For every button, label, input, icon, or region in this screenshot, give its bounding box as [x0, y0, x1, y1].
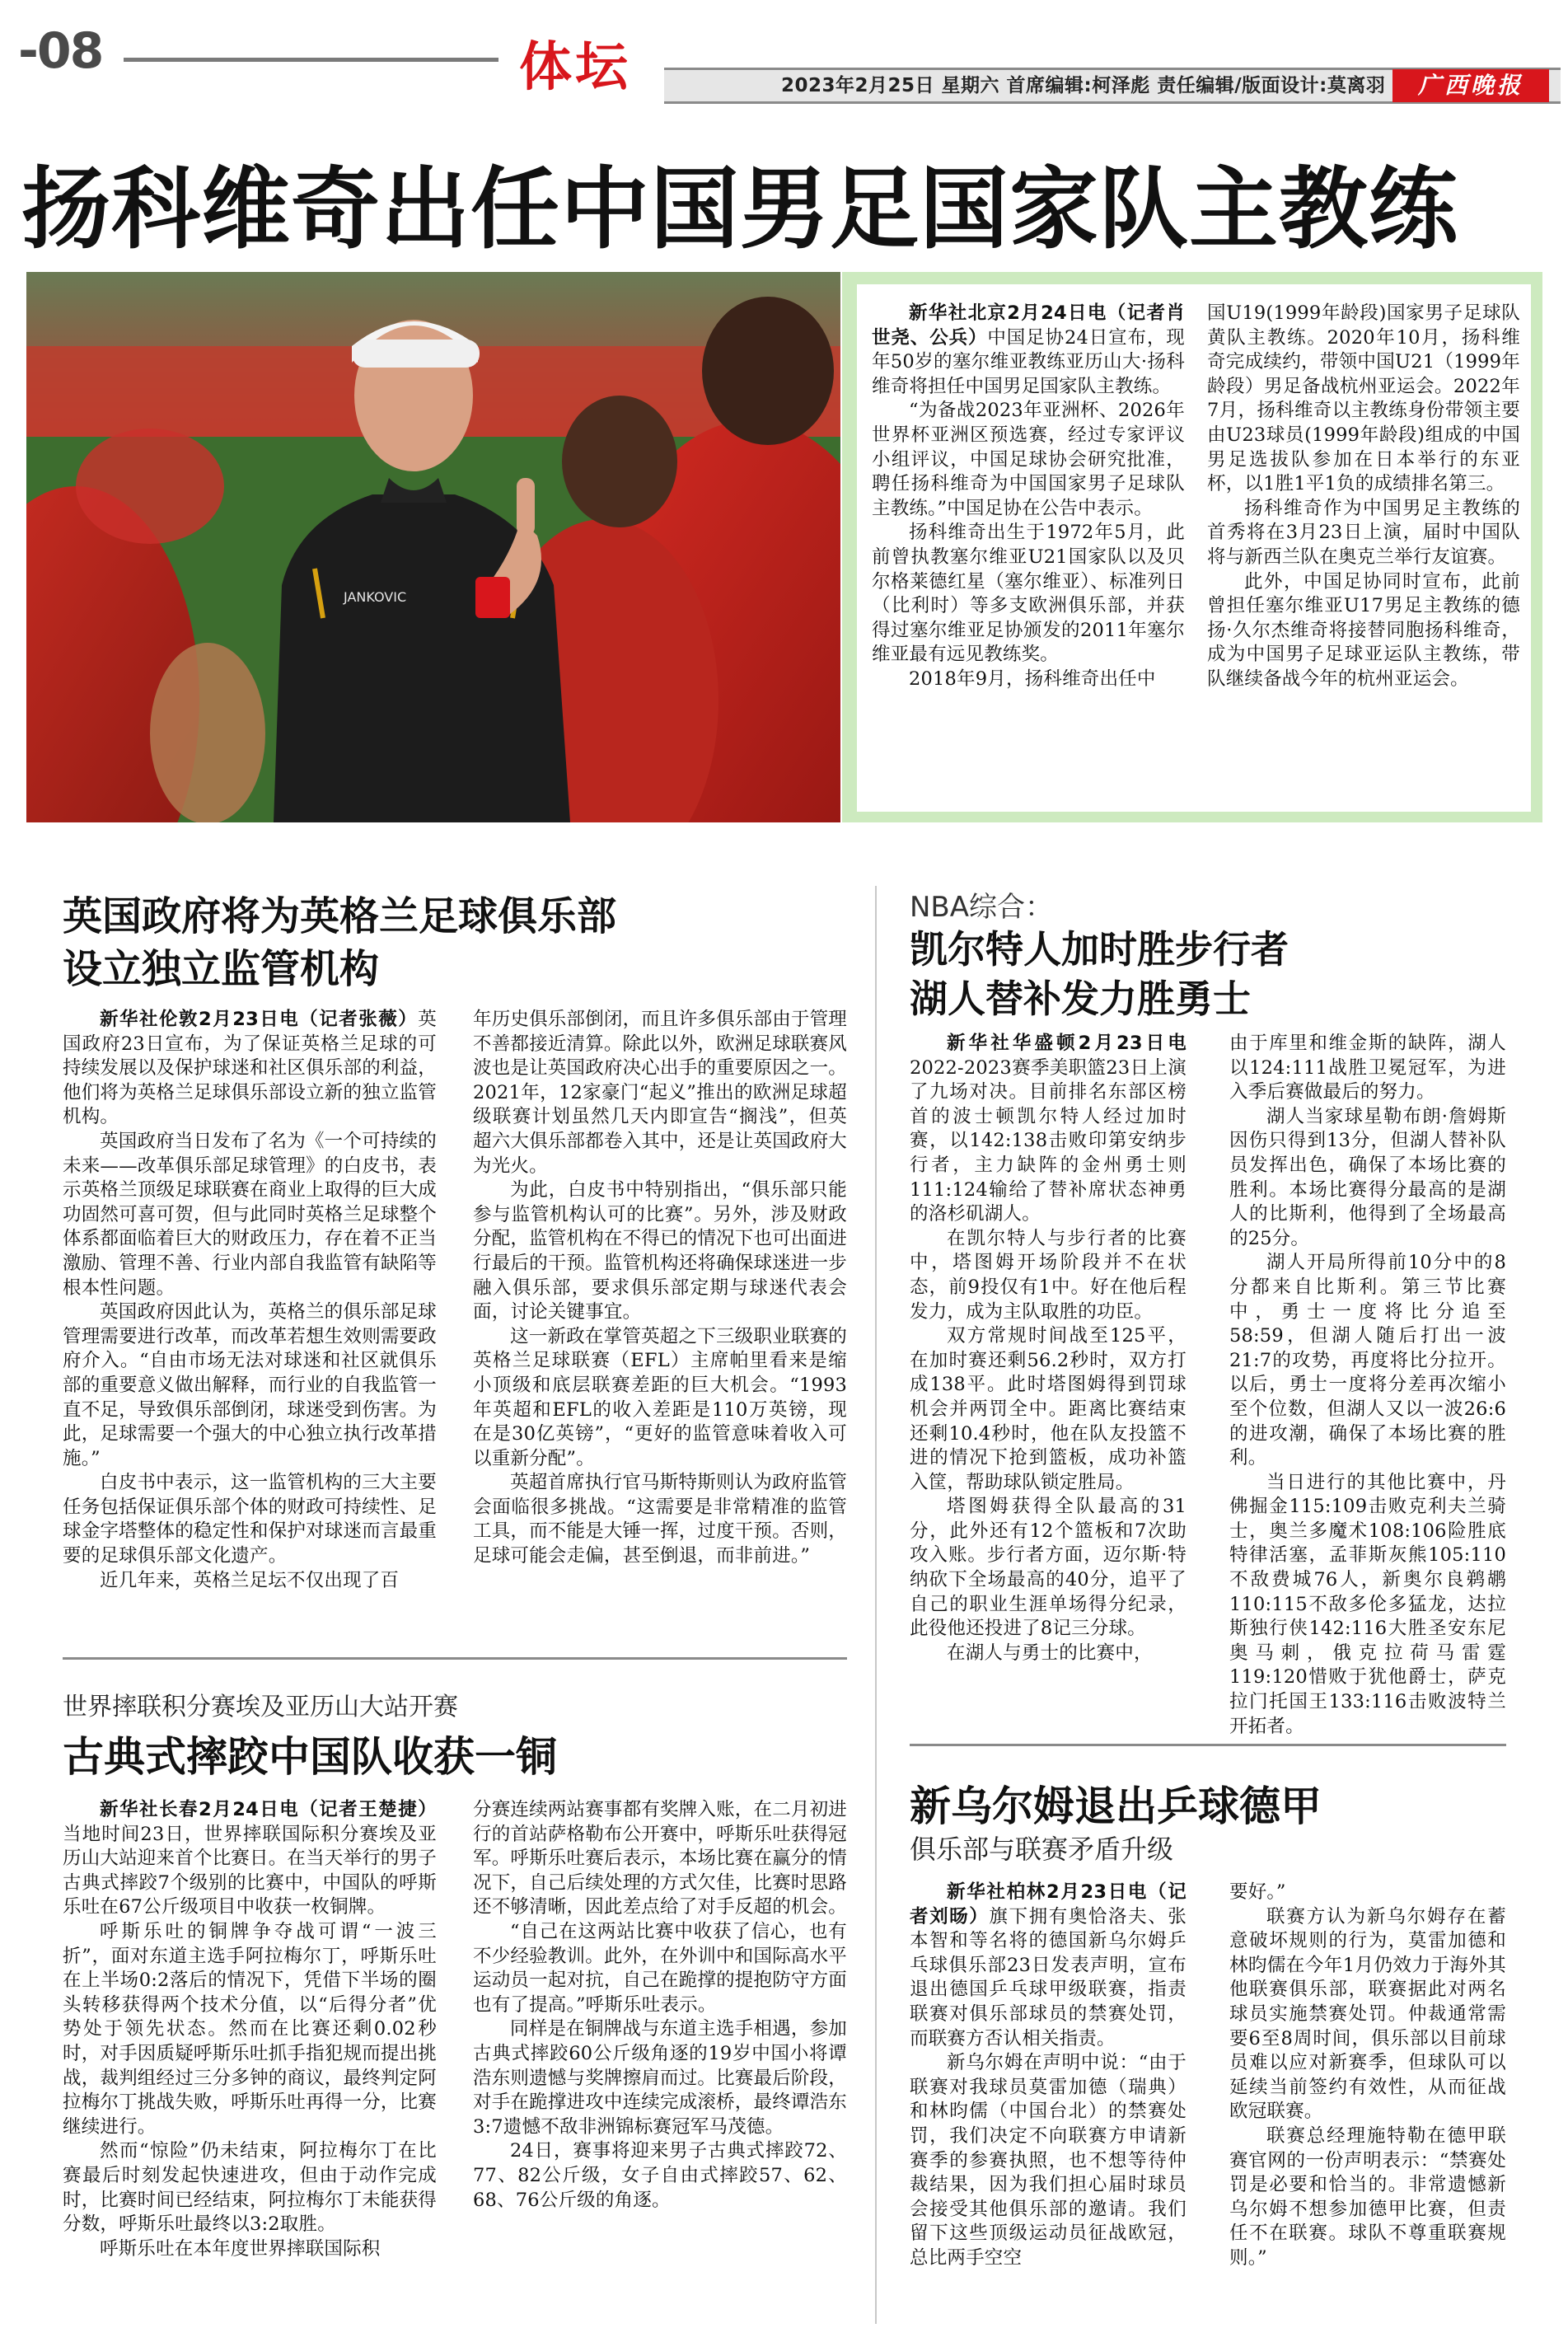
lead-para-1: 中国足协24日宣布，现年50岁的塞尔维亚教练亚历山大·扬科维奇将担任中国男足国家队主教练。 [872, 326, 1185, 397]
lead-para-3: 扬科维奇出生于1972年5月，此前曾执教塞尔维亚U21国家队以及贝尔格莱德红星（塞尔维亚）、标准列日（比利时）等多支欧洲俱乐部，并获得过塞尔维亚足协颁发的2011年塞尔维亚最有远见教练奖。 [872, 522, 1185, 666]
wrestling-headline: 古典式摔跤中国队收获一铜 [63, 1733, 557, 1781]
date-info: 2023年2月25日 星期六 首席编辑:柯泽彪 责任编辑/版面设计:莫离羽 [781, 75, 1386, 96]
england-para-1: 英国政府23日宣布，为了保证英格兰足球的可持续发展以及保护球迷和社区俱乐部的利益，他们将为英格兰足球俱乐部设立新的独立监管机构。 [63, 1009, 438, 1128]
wrestling-para-2: 呼斯乐吐的铜牌争夺战可谓“一波三折”，面对东道主选手阿拉梅尔丁，呼斯乐吐在上半场0:2落后的情况下，凭借下半场的圈头转移获得两个技术分值，以“后得分者”优势处于领先状态。然而在比赛还剩0.02秒时，对手因质疑呼斯乐吐抓手指犯规而提出挑战，裁判组经过三分多钟的商议，最终判定阿拉梅尔丁挑战失败，呼斯乐吐再得一分，比赛继续进行。 [63, 1920, 438, 2138]
wrestling-byline: 新华社长春2月24日电（记者王楚捷） [100, 1799, 437, 1820]
lead-para-5: 扬科维奇作为中国男足主教练的首秀将在3月23日上演，届时中国队将与新西兰队在奥克兰举行友谊赛。 [1207, 497, 1520, 568]
wrestling-col-2 [473, 1798, 847, 2213]
england-byline: 新华社伦敦2月23日电（记者张薇） [100, 1009, 419, 1030]
nba-para-1: 2022-2023赛季美职篮23日上演了九场对决。目前排名东部区榜首的波士顿凯尔特人经过加时赛，以142:138击败印第安纳步行者，主力缺阵的金州勇士则111:124输给了替补席状态神勇的洛杉矶湖人。 [910, 1056, 1187, 1225]
tt-byline: 新华社柏林2月23日电（记者刘旸） [910, 1881, 1187, 1928]
tt-col-1 [910, 1881, 1187, 2271]
tt-para-3: 联赛方认为新乌尔姆存在蓄意破坏规则的行为，莫雷加德和林昀儒在今年1月仍效力于海外其他联赛俱乐部，联赛据此对两名球员实施禁赛处罚。仲裁通常需要6至8周时间，俱乐部以目前球员难以应对新赛季，但球队可以延续当前签约有效性，从而征战欧冠联赛。 [1229, 1905, 1506, 2123]
england-col-1 [63, 1008, 437, 1593]
wrestling-col-1 [63, 1798, 437, 2261]
nba-para-2: 在凯尔特人与步行者的比赛中，塔图姆开场阶段并不在状态，前9投仅有1中。好在他后程发力，成为主队取胜的功臣。 [910, 1227, 1187, 1323]
lead-para-4-cont: 国U19(1999年龄段)国家男子足球队黄队主教练。2020年10月，扬科维奇完成续约，带领中国U21（1999年龄段）男足备战杭州亚运会。2022年7月，扬科维奇以主教练身份带领主要由U23球员(1999年龄段)组成的中国男足选拔队参加在日本举行的东亚杯，以1胜1平1负的成绩排名第三。 [1207, 302, 1520, 495]
nba-para-7: 湖人开局所得前10分中的8分都来自比斯利。第三节比赛中，勇士一度将比分追至58:59，但湖人随后打出一波21:7的攻势，再度将比分拉开。以后，勇士一度将分差再次缩小至个位数，但湖人又以一波26:6的进攻潮，确保了本场比赛的胜利。 [1229, 1252, 1506, 1469]
tt-para-2: 新乌尔姆在声明中说：“由于联赛对我球员莫雷加德（瑞典）和林昀儒（中国台北）的禁赛处罚，我们决定不向联赛方申请新赛季的参赛执照，也不想等待仲裁结果，因为我们担心届时球员会接受其他俱乐部的邀请。我们留下这些顶级运动员征战欧冠，总比两手空空 [910, 2052, 1187, 2269]
nba-kicker: NBA综合： [910, 891, 1054, 924]
lead-headline: 扬科维奇出任中国男足国家队主教练 [21, 158, 1459, 261]
nba-col-1 [910, 1032, 1187, 1665]
nba-para-3: 双方常规时间战至125平，在加时赛还剩56.2秒时，双方打成138平。此时塔图姆得到罚球机会并两罚全中。距离比赛结束还剩10.4秒时，他在队友投篮不进的情况下抢到篮板，成功补篮入筐，帮助球队锁定胜局。 [910, 1325, 1187, 1493]
tt-para-2-cont: 要好。” [1229, 1881, 1286, 1903]
wrestling-kicker: 世界摔联积分赛埃及亚历山大站开赛 [63, 1693, 458, 1721]
nba-para-6: 湖人当家球星勒布朗·詹姆斯因伤只得到13分，但湖人替补队员发挥出色，确保了本场比赛的胜利。本场比赛得分最高的是湖人的比斯利，他得到了全场最高的25分。 [1229, 1105, 1506, 1249]
england-para-3: 英国政府因此认为，英格兰的俱乐部足球管理需要进行改革，而改革若想生效则需要政府介入。“自由市场无法对球迷和社区就俱乐部的重要意义做出解释，而行业的自我监管一直不足，导致俱乐部倒闭，球迷受到伤害。为此，足球需要一个强大的中心独立执行改革措施。” [63, 1301, 438, 1469]
coach-photo-illustration [26, 272, 840, 822]
england-bottom-rule [63, 1657, 847, 1660]
nba-para-5-cont: 由于库里和维金斯的缺阵，湖人以124:111战胜卫冕冠军，为进入季后赛做最后的努力。 [1229, 1033, 1506, 1103]
nba-headline [910, 925, 1289, 1023]
england-headline-line-2: 设立独立监管机构 [63, 946, 380, 992]
lead-col-2 [1207, 302, 1520, 692]
wrestling-para-5: “自己在这两站比赛中收获了信心，也有不少经验教训。此外，在外训中和国际高水平运动员一起对抗，自己在跪撑的提抱防守方面也有了提高。”呼斯乐吐表示。 [473, 1920, 848, 2016]
tt-col-2 [1229, 1881, 1506, 2271]
wrestling-para-1: 当地时间23日，世界摔联国际积分赛埃及亚历山大站迎来首个比赛日。在当天举行的男子古典式摔跤7个级别的比赛中，中国队的呼斯乐吐在67公斤级项目中收获一枚铜牌。 [63, 1823, 438, 1918]
england-headline [63, 890, 616, 995]
coach-photo [26, 272, 840, 822]
lead-para-4: 2018年9月，扬科维奇出任中 [909, 667, 1156, 690]
england-para-2: 英国政府当日发布了名为《一个可持续的未来——改革俱乐部足球管理》的白皮书，表示英格兰顶级足球联赛在商业上取得的巨大成功固然可喜可贺，但与此同时英格兰足球整个体系都面临着巨大的财政压力，存在着不正当激励、管理不善、行业内部自我监管有缺陷等根本性问题。 [63, 1130, 438, 1299]
nba-headline-line-2: 湖人替补发力胜勇士 [910, 977, 1251, 1021]
nba-headline-line-1: 凯尔特人加时胜步行者 [910, 927, 1289, 972]
column-divider [875, 886, 877, 2324]
england-para-6: 为此，白皮书中特别指出，“俱乐部只能参与监管机构认可的比赛”。另外，涉及财政分配，监管机构在不得已的情况下也可出面进行最后的干预。监管机构还将确保球迷进一步融入俱乐部，要求俱乐部定期与球迷代表会面，讨论关键事宜。 [473, 1179, 848, 1323]
lead-col-1 [872, 302, 1185, 692]
wrestling-para-7: 24日，赛事将迎来男子古典式摔跤72、77、82公斤级，女子自由式摔跤57、62、68、76公斤级的角逐。 [473, 2140, 847, 2211]
wrestling-para-4-cont: 分赛连续两站赛事都有奖牌入账，在二月初进行的首站萨格勒布公开赛中，呼斯乐吐获得冠军。呼斯乐吐赛后表示，本场比赛在赢分的情况下，自己后续处理的方式欠佳，比赛时思路还不够清晰，因此差点给了对手反超的机会。 [473, 1799, 848, 1918]
nba-byline: 新华社华盛顿2月23日电 [947, 1033, 1187, 1054]
tt-headline: 新乌尔姆退出乒球德甲 [910, 1782, 1322, 1830]
lead-para-6: 此外，中国足协同时宣布，此前曾担任塞尔维亚U17男足主教练的德扬·久尔杰维奇将接替同胞扬科维奇，成为中国男子足球亚运队主教练，带队继续备战今年的杭州亚运会。 [1207, 570, 1520, 690]
lead-byline: 新华社北京2月24日电（记者肖世尧、公兵） [872, 302, 1185, 349]
page-number: -08 [18, 22, 103, 80]
england-col-2 [473, 1008, 847, 1569]
newspaper-logo [1392, 69, 1549, 102]
england-para-8: 英超首席执行官马斯特斯则认为政府监管会面临很多挑战。“这需要是非常精准的监管工具，而不能是大锤一挥，过度干预。否则，足球可能会走偏，甚至倒退，而非前进。” [473, 1472, 848, 1567]
england-para-5-cont: 年历史俱乐部倒闭，而且许多俱乐部由于管理不善都接近清算。除此以外，欧洲足球联赛风波也是让英国政府决心出手的重要原因之一。2021年，12家豪门“起义”推出的欧洲足球超级联赛计划虽然几天内即宣告“搁浅”，但英超六大俱乐部都卷入其中，还是让英国政府大为光火。 [473, 1009, 848, 1177]
nba-col-2 [1229, 1032, 1506, 1739]
wrestling-para-6: 同样是在铜牌战与东道主选手相遇，参加古典式摔跤60公斤级角逐的19岁中国小将谭浩东则遗憾与奖牌擦肩而过。比赛最后阶段，对手在跪撑进攻中连续完成滚桥，最终谭浩东3:7遗憾不敌非洲锦标赛冠军马茂德。 [473, 2018, 848, 2138]
england-para-5: 近几年来，英格兰足坛不仅出现了百 [100, 1569, 400, 1591]
section-title [519, 35, 651, 101]
nba-bottom-rule [910, 1744, 1506, 1746]
wrestling-para-4: 呼斯乐吐在本年度世界摔联国际积 [100, 2237, 381, 2260]
england-para-7: 这一新政在掌管英超之下三级职业联赛的英格兰足球联赛（EFL）主席帕里看来是缩小顶级和底层联赛差距的巨大机会。“1993年英超和EFL的收入差距是110万英镑，现在是30亿英镑”，“更好的监管意味着收入可以重新分配”。 [473, 1325, 847, 1469]
section-name: 体坛 [519, 37, 631, 98]
tt-subheadline: 俱乐部与联赛矛盾升级 [910, 1834, 1174, 1865]
wrestling-para-3: 然而“惊险”仍未结束，阿拉梅尔丁在比赛最后时刻发起快速进攻，但由于动作完成时，比赛时间已经结束，阿拉梅尔丁未能获得分数，呼斯乐吐最终以3:2取胜。 [63, 2140, 438, 2236]
nba-para-5: 在湖人与勇士的比赛中， [947, 1642, 1153, 1664]
nba-para-8: 当日进行的其他比赛中，丹佛掘金115:109击败克利夫兰骑士，奥兰多魔术108:106险胜底特律活塞，孟菲斯灰熊105:110不敌费城76人，新奥尔良鹈鹕110:115不敌多伦多猛龙，达拉斯独行侠142:116大胜圣安东尼奥马刺，俄克拉荷马雷霆119:120惜败于犹他爵士，萨克拉门托国王133:116击败波特兰开拓者。 [1229, 1471, 1506, 1737]
tt-para-1: 旗下拥有奥恰洛夫、张本智和等名将的德国新乌尔姆乒乓球俱乐部23日发表声明，宣布退出德国乒乓球甲级联赛，指责联赛对俱乐部球员的禁赛处罚，而联赛方否认相关指责。 [910, 1905, 1187, 2049]
masthead-rule-left [124, 58, 498, 62]
england-para-4: 白皮书中表示，这一监管机构的三大主要任务包括保证俱乐部个体的财政可持续性、足球金字塔整体的稳定性和保护对球迷而言最重要的足球俱乐部文化遗产。 [63, 1472, 438, 1567]
lead-para-2: “为备战2023年亚洲杯、2026年世界杯亚洲区预选赛，经过专家评议小组评议，中国足球协会研究批准，聘任扬科维奇为中国国家男子足球队主教练。”中国足协在公告中表示。 [872, 400, 1185, 519]
nba-para-4: 塔图姆获得全队最高的31分，此外还有12个篮板和7次助攻入账。步行者方面，迈尔斯·特纳砍下全场最高的40分，追平了自己的职业生涯单场得分纪录，此役他还投进了8记三分球。 [910, 1496, 1187, 1640]
england-headline-line-1: 英国政府将为英格兰足球俱乐部 [63, 893, 617, 939]
tt-para-4: 联赛总经理施特勒在德甲联赛官网的一份声明表示：“禁赛处罚是必要和恰当的。非常遗憾新乌尔姆不想参加德甲比赛，但责任不在联赛。球队不尊重联赛规则。” [1229, 2124, 1506, 2269]
shirt-text: JANKOVIC [344, 589, 407, 605]
logo-text: 广西晚报 [1417, 72, 1524, 99]
